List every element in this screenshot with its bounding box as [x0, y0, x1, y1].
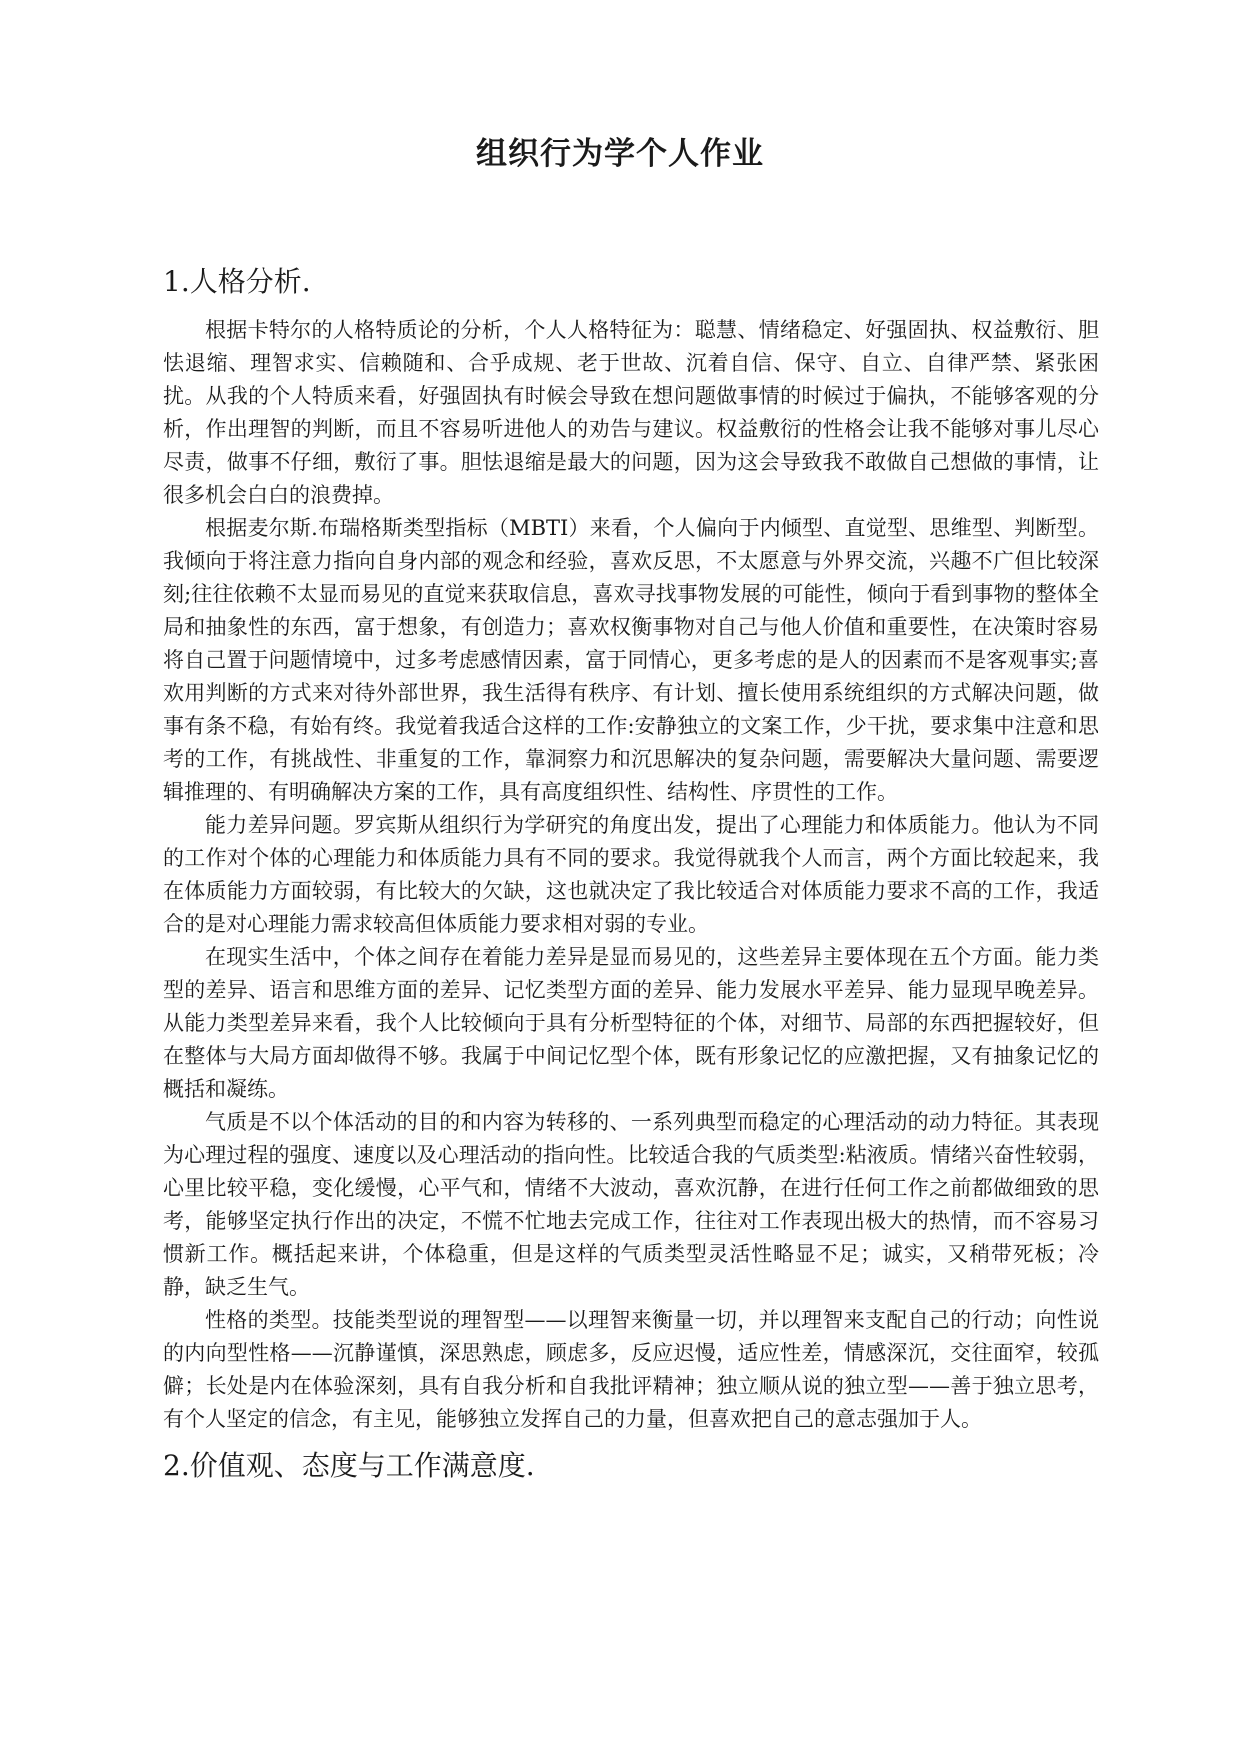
- document-body: [163, 262, 1099, 1486]
- paragraph-ability-types: 在现实生活中，个体之间存在着能力差异是显而易见的，这些差异主要体现在五个方面。能力类型的差异、语言和思维方面的差异、记忆类型方面的差异、能力发展水平差异、能力显现早晚差异。从能力类型差异来看，我个人比较倾向于具有分析型特征的个体，对细节、局部的东西把握较好，但在整体与大局方面却做得不够。我属于中间记忆型个体，既有形象记忆的应激把握，又有抽象记忆的概括和凝练。: [163, 945, 1099, 1101]
- paragraph-cattell-traits: 根据卡特尔的人格特质论的分析，个人人格特征为：聪慧、情绪稳定、好强固执、权益敷衍、胆怯退缩、理智求实、信赖随和、合乎成规、老于世故、沉着自信、保守、自立、自律严禁、紧张困扰。从我的个人特质来看，好强固执有时候会导致在想问题做事情的时候过于偏执，不能够客观的分析，作出理智的判断，而且不容易听进他人的劝告与建议。权益敷衍的性格会让我不能够对事儿尽心尽责，做事不仔细，敷衍了事。胆怯退缩是最大的问题，因为这会导致我不敢做自己想做的事情，让很多机会白白的浪费掉。: [163, 318, 1099, 507]
- paragraph-ability-difference: 能力差异问题。罗宾斯从组织行为学研究的角度出发，提出了心理能力和体质能力。他认为不同的工作对个体的心理能力和体质能力具有不同的要求。我觉得就我个人而言，两个方面比较起来，我在体质能力方面较弱，有比较大的欠缺，这也就决定了我比较适合对体质能力要求不高的工作，我适合的是对心理能力需求较高但体质能力要求相对弱的专业。: [163, 813, 1099, 936]
- section-heading-values: 2.价值观、态度与工作满意度.: [163, 1449, 535, 1482]
- paragraph-temperament: 气质是不以个体活动的目的和内容为转移的、一系列典型而稳定的心理活动的动力特征。其表现为心理过程的强度、速度以及心理活动的指向性。比较适合我的气质类型:粘液质。情绪兴奋性较弱，心里比较平稳，变化缓慢，心平气和，情绪不大波动，喜欢沉静，在进行任何工作之前都做细致的思考，能够坚定执行作出的决定，不慌不忙地去完成工作，往往对工作表现出极大的热情，而不容易习惯新工作。概括起来讲，个体稳重，但是这样的气质类型灵活性略显不足；诚实，又稍带死板；冷静，缺乏生气。: [163, 1110, 1099, 1299]
- section-heading-personality: 1.人格分析.: [163, 265, 311, 298]
- paragraph-mbti: 根据麦尔斯.布瑞格斯类型指标（MBTI）来看，个人偏向于内倾型、直觉型、思维型、判断型。我倾向于将注意力指向自身内部的观念和经验，喜欢反思，不太愿意与外界交流，兴趣不广但比较深刻;往往依赖不太显而易见的直觉来获取信息，喜欢寻找事物发展的可能性，倾向于看到事物的整体全局和抽象性的东西，富于想象，有创造力；喜欢权衡事物对自己与他人价值和重要性，在决策时容易将自己置于问题情境中，过多考虑感情因素，富于同情心，更多考虑的是人的因素而不是客观事实;喜欢用判断的方式来对待外部世界，我生活得有秩序、有计划、擅长使用系统组织的方式解决问题，做事有条不稳，有始有终。我觉着我适合这样的工作:安静独立的文案工作，少干扰，要求集中注意和思考的工作，有挑战性、非重复的工作，靠洞察力和沉思解决的复杂问题，需要解决大量问题、需要逻辑推理的、有明确解决方案的工作，具有高度组织性、结构性、序贯性的工作。: [163, 516, 1099, 804]
- document-title: 组织行为学个人作业: [476, 136, 764, 172]
- paragraph-character-types: 性格的类型。技能类型说的理智型——以理智来衡量一切，并以理智来支配自己的行动；向性说的内向型性格——沉静谨慎，深思熟虑，顾虑多，反应迟慢，适应性差，情感深沉，交往面窄，较孤僻；长处是内在体验深刻，具有自我分析和自我批评精神；独立顺从说的独立型——善于独立思考，有个人坚定的信念，有主见，能够独立发挥自己的力量，但喜欢把自己的意志强加于人。: [163, 1308, 1099, 1431]
